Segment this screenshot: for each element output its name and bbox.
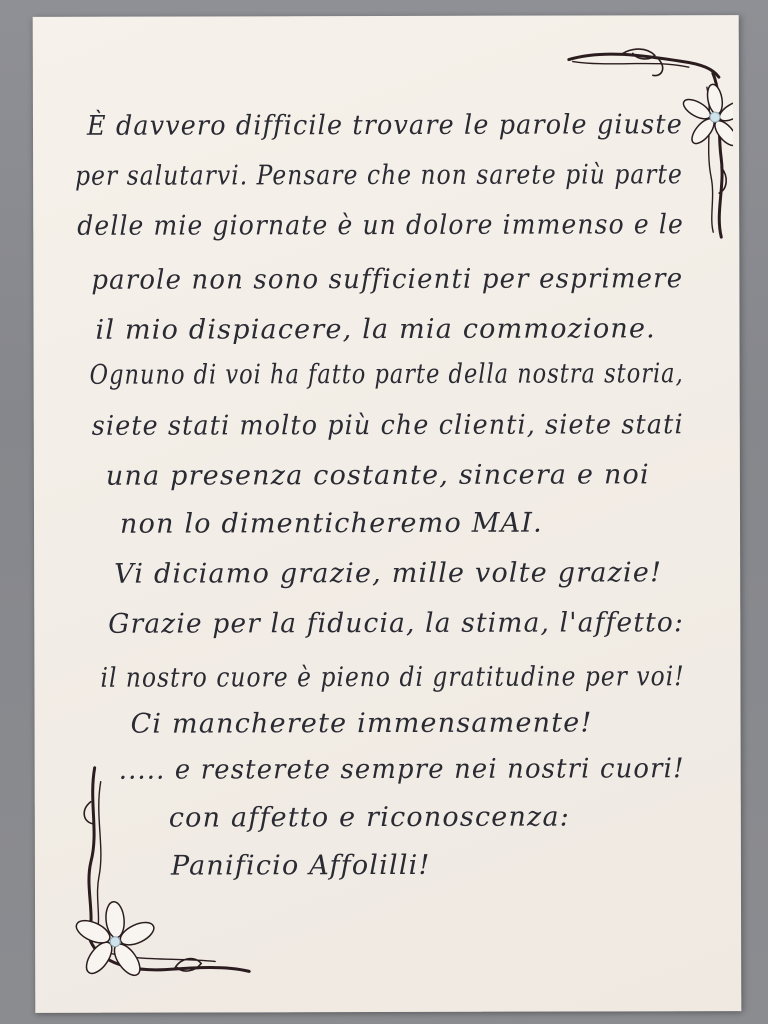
handwritten-letter	[33, 15, 742, 1013]
letter-line: Ci mancherete immensamente!	[130, 707, 593, 740]
letter-line: il mio dispiacere, la mia commozione.	[95, 313, 656, 346]
letter-line: Ognuno di voi ha fatto parte della nostra storia,	[89, 358, 684, 391]
letter-line: Grazie per la fiducia, la stima, l'affetto:	[108, 607, 685, 640]
letter-line: per salutarvi. Pensare che non sarete più parte	[75, 159, 683, 192]
letter-line: Vi diciamo grazie, mille volte grazie!	[114, 557, 663, 590]
letter-line: ..... e resterete sempre nei nostri cuori!	[118, 753, 685, 786]
letter-line: delle mie giornate è un dolore immenso e le	[77, 209, 684, 242]
letter-line: siete stati molto più che clienti, siete stati	[91, 409, 684, 442]
letter-line: con affetto e riconoscenza:	[168, 801, 571, 834]
letter-line: È davvero difficile trovare le parole giuste	[86, 109, 683, 142]
letter-line: non lo dimenticheremo MAI.	[119, 507, 543, 540]
letter-line: una presenza costante, sincera e noi	[105, 459, 650, 492]
letter-line: parole non sono sufficienti per esprimere	[91, 263, 684, 296]
letter-paper	[33, 15, 742, 1013]
letter-line: il nostro cuore è pieno di gratitudine per voi!	[100, 661, 685, 694]
letter-line: Panificio Affolilli!	[170, 849, 431, 882]
